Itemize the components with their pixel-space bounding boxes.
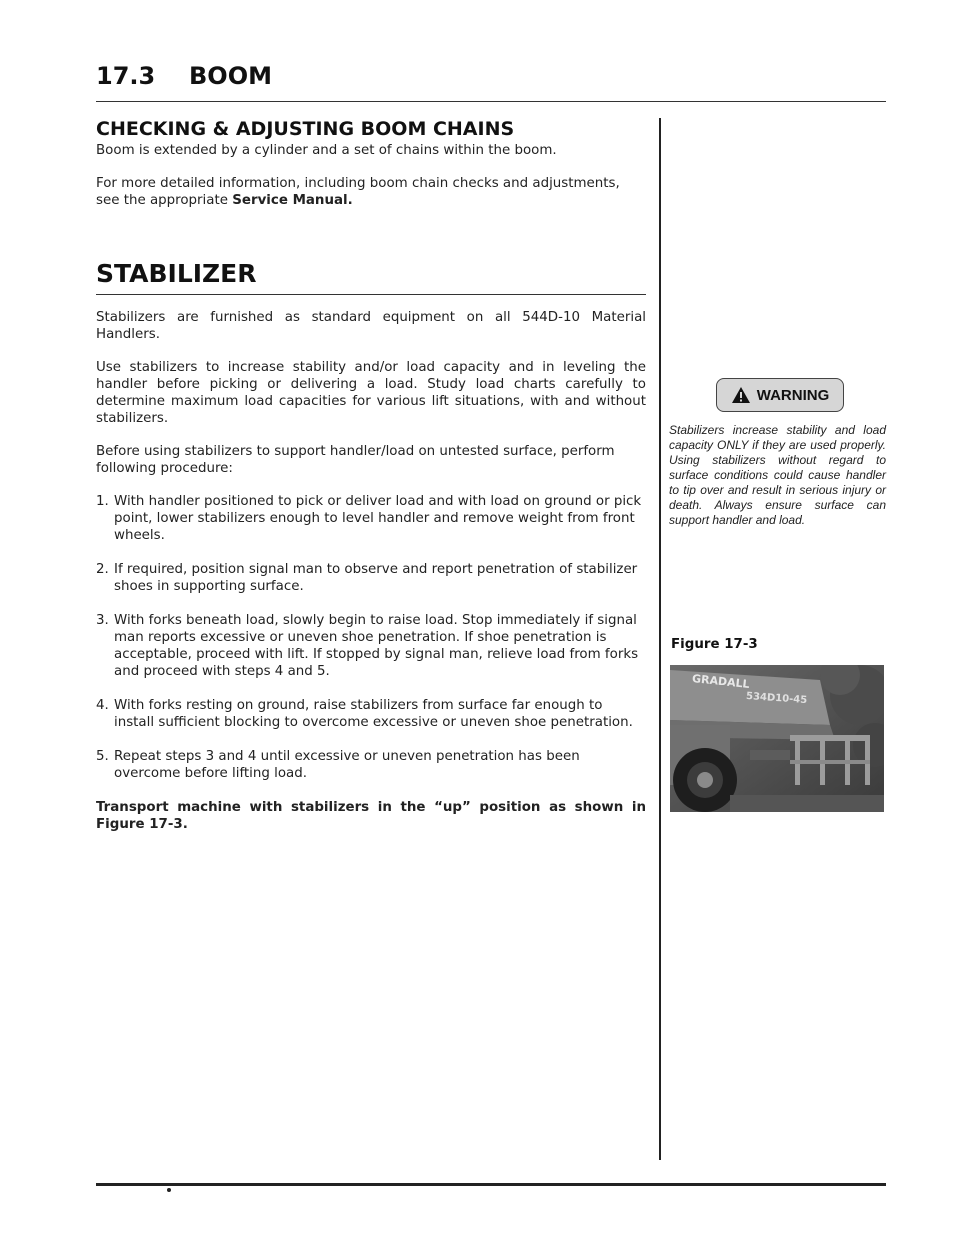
- section-number: 17.3: [96, 62, 156, 90]
- warning-triangle-icon: [731, 386, 751, 404]
- boom-chains-paragraph-2-text: For more detailed information, including boom chain checks and adjustments, see the appropriate: [96, 176, 620, 208]
- procedure-step: [96, 561, 646, 595]
- stabilizer-paragraph-3: Before using stabilizers to support handler/load on untested surface, perform following procedure:: [96, 444, 615, 476]
- procedure-step: [96, 697, 646, 731]
- figure-photo: [670, 665, 884, 812]
- column-divider: [659, 118, 661, 1160]
- step-number: 1.: [96, 494, 109, 509]
- boom-chains-paragraph-1: Boom is extended by a cylinder and a set of chains within the boom.: [96, 143, 557, 158]
- material-handler-photo: [670, 665, 884, 812]
- step-text: With forks resting on ground, raise stabilizers from surface far enough to install sufficient blocking to overcome excessive or uneven shoe penetration.: [114, 698, 633, 730]
- warning-text: Stabilizers increase stability and load capacity ONLY if they are used properly. Using stabilizers without regard to surface conditions could cause handler to tip over and result in serious injury or death. Always ensure surface can support handler and load.: [669, 423, 886, 527]
- main-column: [96, 118, 646, 849]
- section-name: BOOM: [189, 62, 272, 90]
- photo-brand-text: GRADALL: [691, 672, 751, 691]
- stabilizer-paragraph-1: Stabilizers are furnished as standard equipment on all 544D-10 Material Handlers.: [96, 310, 646, 342]
- boom-chains-paragraph-2: [96, 175, 646, 209]
- step-number: 3.: [96, 613, 109, 628]
- stabilizer-paragraph-2: Use stabilizers to increase stability and/or load capacity and in leveling the handler before picking or delivering a load. Study load charts carefully to determine maximum load capacities for various lift situations, with and without stabilizers.: [96, 360, 646, 426]
- procedure-step: [96, 493, 646, 544]
- section-title: [96, 62, 886, 102]
- procedure-step: [96, 612, 646, 680]
- step-text: Repeat steps 3 and 4 until excessive or uneven penetration has been overcome before lifting load.: [114, 749, 580, 781]
- step-number: 4.: [96, 698, 109, 713]
- procedure-step: [96, 748, 646, 782]
- step-number: 2.: [96, 562, 109, 577]
- stabilizer-heading: STABILIZER: [96, 259, 646, 295]
- warning-label: WARNING: [756, 386, 830, 404]
- footer-bullet: [167, 1188, 171, 1192]
- transport-note: Transport machine with stabilizers in the “up” position as shown in Figure 17-3.: [96, 800, 646, 832]
- photo-model-text: 534D10-45: [745, 690, 808, 707]
- step-text: With handler positioned to pick or deliver load and with load on ground or pick point, lower stabilizers enough to level handler and remove weight from front wheels.: [114, 494, 642, 543]
- step-text: If required, position signal man to observe and report penetration of stabilizer shoes in supporting surface.: [114, 562, 638, 594]
- figure-label: Figure 17-3: [671, 637, 758, 652]
- footer-rule: [96, 1183, 886, 1186]
- service-manual-ref: Service Manual.: [232, 193, 353, 208]
- boom-chains-heading: CHECKING & ADJUSTING BOOM CHAINS: [96, 118, 515, 140]
- step-text: With forks beneath load, slowly begin to raise load. Stop immediately if signal man reports excessive or uneven shoe penetration. If shoe penetration is acceptable, proceed with lift. If stopped by signal man, relieve load from forks and proceed with steps 4 and 5.: [114, 613, 639, 679]
- step-number: 5.: [96, 749, 109, 764]
- procedure-list: [96, 493, 646, 782]
- warning-badge: [716, 378, 844, 412]
